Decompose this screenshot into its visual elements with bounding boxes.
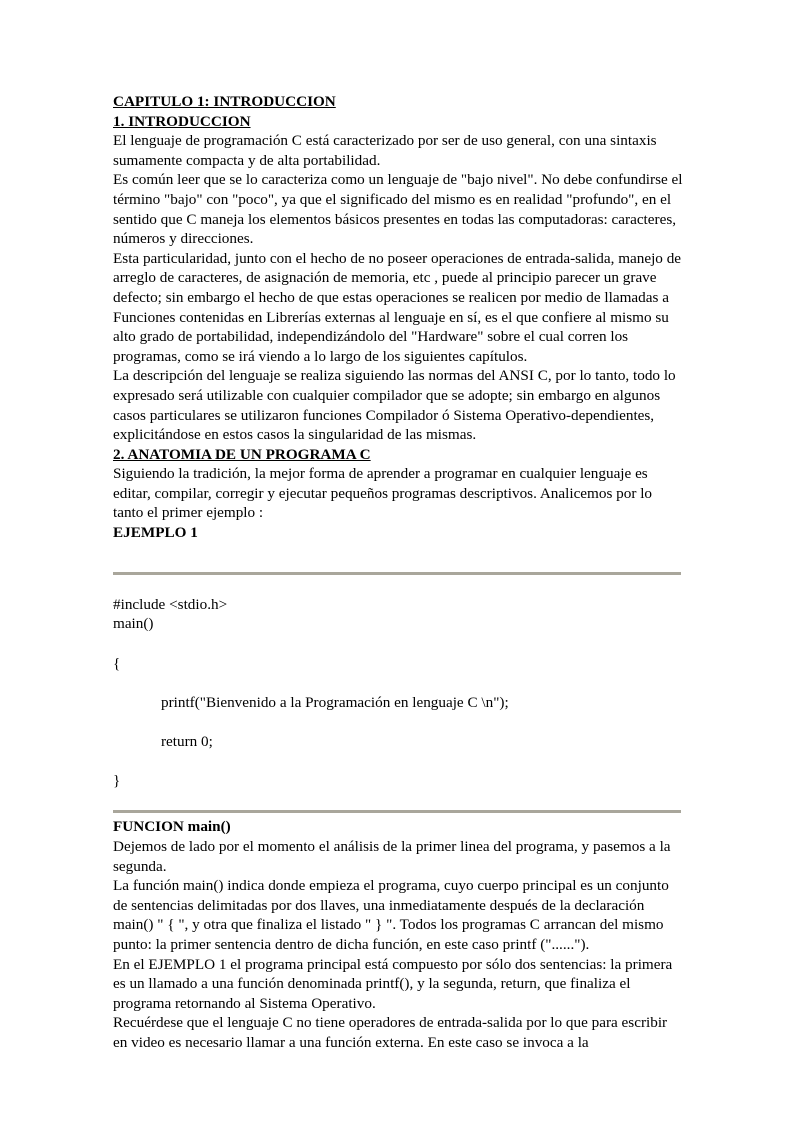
code-line-return: return 0; <box>161 733 213 750</box>
paragraph-intro-2: Es común leer que se lo caracteriza como un lenguaje de "bajo nivel". No debe confundirse el término "bajo" con "poco", ya que el significado del mismo es en realidad "profundo", en el sentido que C maneja los elementos básicos presentes en todas las computadoras: caracteres, números y direcciones. <box>113 171 687 248</box>
paragraph-intro-4: La descripción del lenguaje se realiza siguiendo las normas del ANSI C, por lo tanto, todo lo expresado será utilizable con cualquier compilador que se adopte; sin embargo en algunos casos particulares se utilizaron funciones Compilador ó Sistema Operativo-dependientes, explicitándose en estos casos la singularidad de las mismas. <box>113 367 680 444</box>
code-line-printf: printf("Bienvenido a la Programación en lenguaje C \n"); <box>161 693 509 711</box>
code-bottom-gap <box>113 791 683 811</box>
chapter-title-text: CAPITULO 1: INTRODUCCION <box>113 93 336 110</box>
document-body <box>113 92 687 1053</box>
section-heading-2-text: 2. ANATOMIA DE UN PROGRAMA C <box>113 445 371 463</box>
paragraph-intro-3: Esta particularidad, junto con el hecho de no poseer operaciones de entrada-salida, manejo de arreglo de caracteres, de asignación de memoria, etc , puede al principio parecer un grave defecto; sin embargo el hecho de que estas operaciones se realicen por medio de llamadas a Funciones contenidas en Librerías externas al lenguaje en sí, es el que confiere al mismo su alto grado de portabilidad, independizándolo del "Hardware" sobre el cual corren los programas, como se irá viendo a lo largo de los siguientes capítulos. <box>113 249 685 365</box>
paragraph-main-1: Dejemos de lado por el momento el análisis de la primer linea del programa, y pasemos a la segunda. <box>113 837 675 875</box>
code-line-open-brace: { <box>113 654 121 672</box>
function-main-label: FUNCION main() <box>113 818 231 836</box>
code-gap-1 <box>113 634 683 654</box>
code-line-close-brace: } <box>113 772 121 790</box>
spacer-before-rule-2 <box>113 562 683 572</box>
paragraph-main-2: La función main() indica donde empieza el programa, cuyo cuerpo principal es un conjunto de sentencias delimitadas por dos llaves, una inmediatamente después de la declaración main() " { ", y otra que finaliza el listado " } ". Todos los programas C arrancan del mismo punto: la primer sentencia dentro de dicha función, en este caso printf ("......"). <box>113 877 673 953</box>
chapter-title <box>113 92 683 112</box>
section-heading-2 <box>113 445 683 465</box>
paragraph-main-4: Recuérdese que el lenguaje C no tiene operadores de entrada-salida por lo que para escribir en video es necesario llamar a una función externa. En este caso se invoca a la <box>113 1014 671 1051</box>
code-line-include: #include <stdio.h> <box>113 595 228 613</box>
section-heading-1 <box>113 112 683 132</box>
code-listing <box>113 595 683 791</box>
paragraph-main-3: En el EJEMPLO 1 el programa principal está compuesto por sólo dos sentencias: la primera es un llamado a una función denominada printf(), y la segunda, return, que finaliza el programa retornando al Sistema Operativo. <box>113 955 677 1012</box>
code-gap-3 <box>113 712 683 732</box>
spacer-before-rule <box>113 543 683 563</box>
paragraph-intro-1: El lenguaje de programación C está caracterizado por ser de uso general, con una sintaxis sumamente compacta y de alta portabilidad. <box>113 132 661 169</box>
code-block-bottom-rule <box>113 810 681 813</box>
code-gap-2 <box>113 673 683 693</box>
example-label: EJEMPLO 1 <box>113 524 198 542</box>
section-heading-1-text: 1. INTRODUCCION <box>113 112 251 130</box>
code-gap-4 <box>113 752 683 772</box>
code-line-main: main() <box>113 615 154 633</box>
code-top-gap <box>113 575 683 595</box>
paragraph-anatomy-1: Siguiendo la tradición, la mejor forma de aprender a programar en cualquier lenguaje es editar, compilar, corregir y ejecutar pequeños programas descriptivos. Analicemos por lo tanto el primer ejemplo : <box>113 465 656 522</box>
